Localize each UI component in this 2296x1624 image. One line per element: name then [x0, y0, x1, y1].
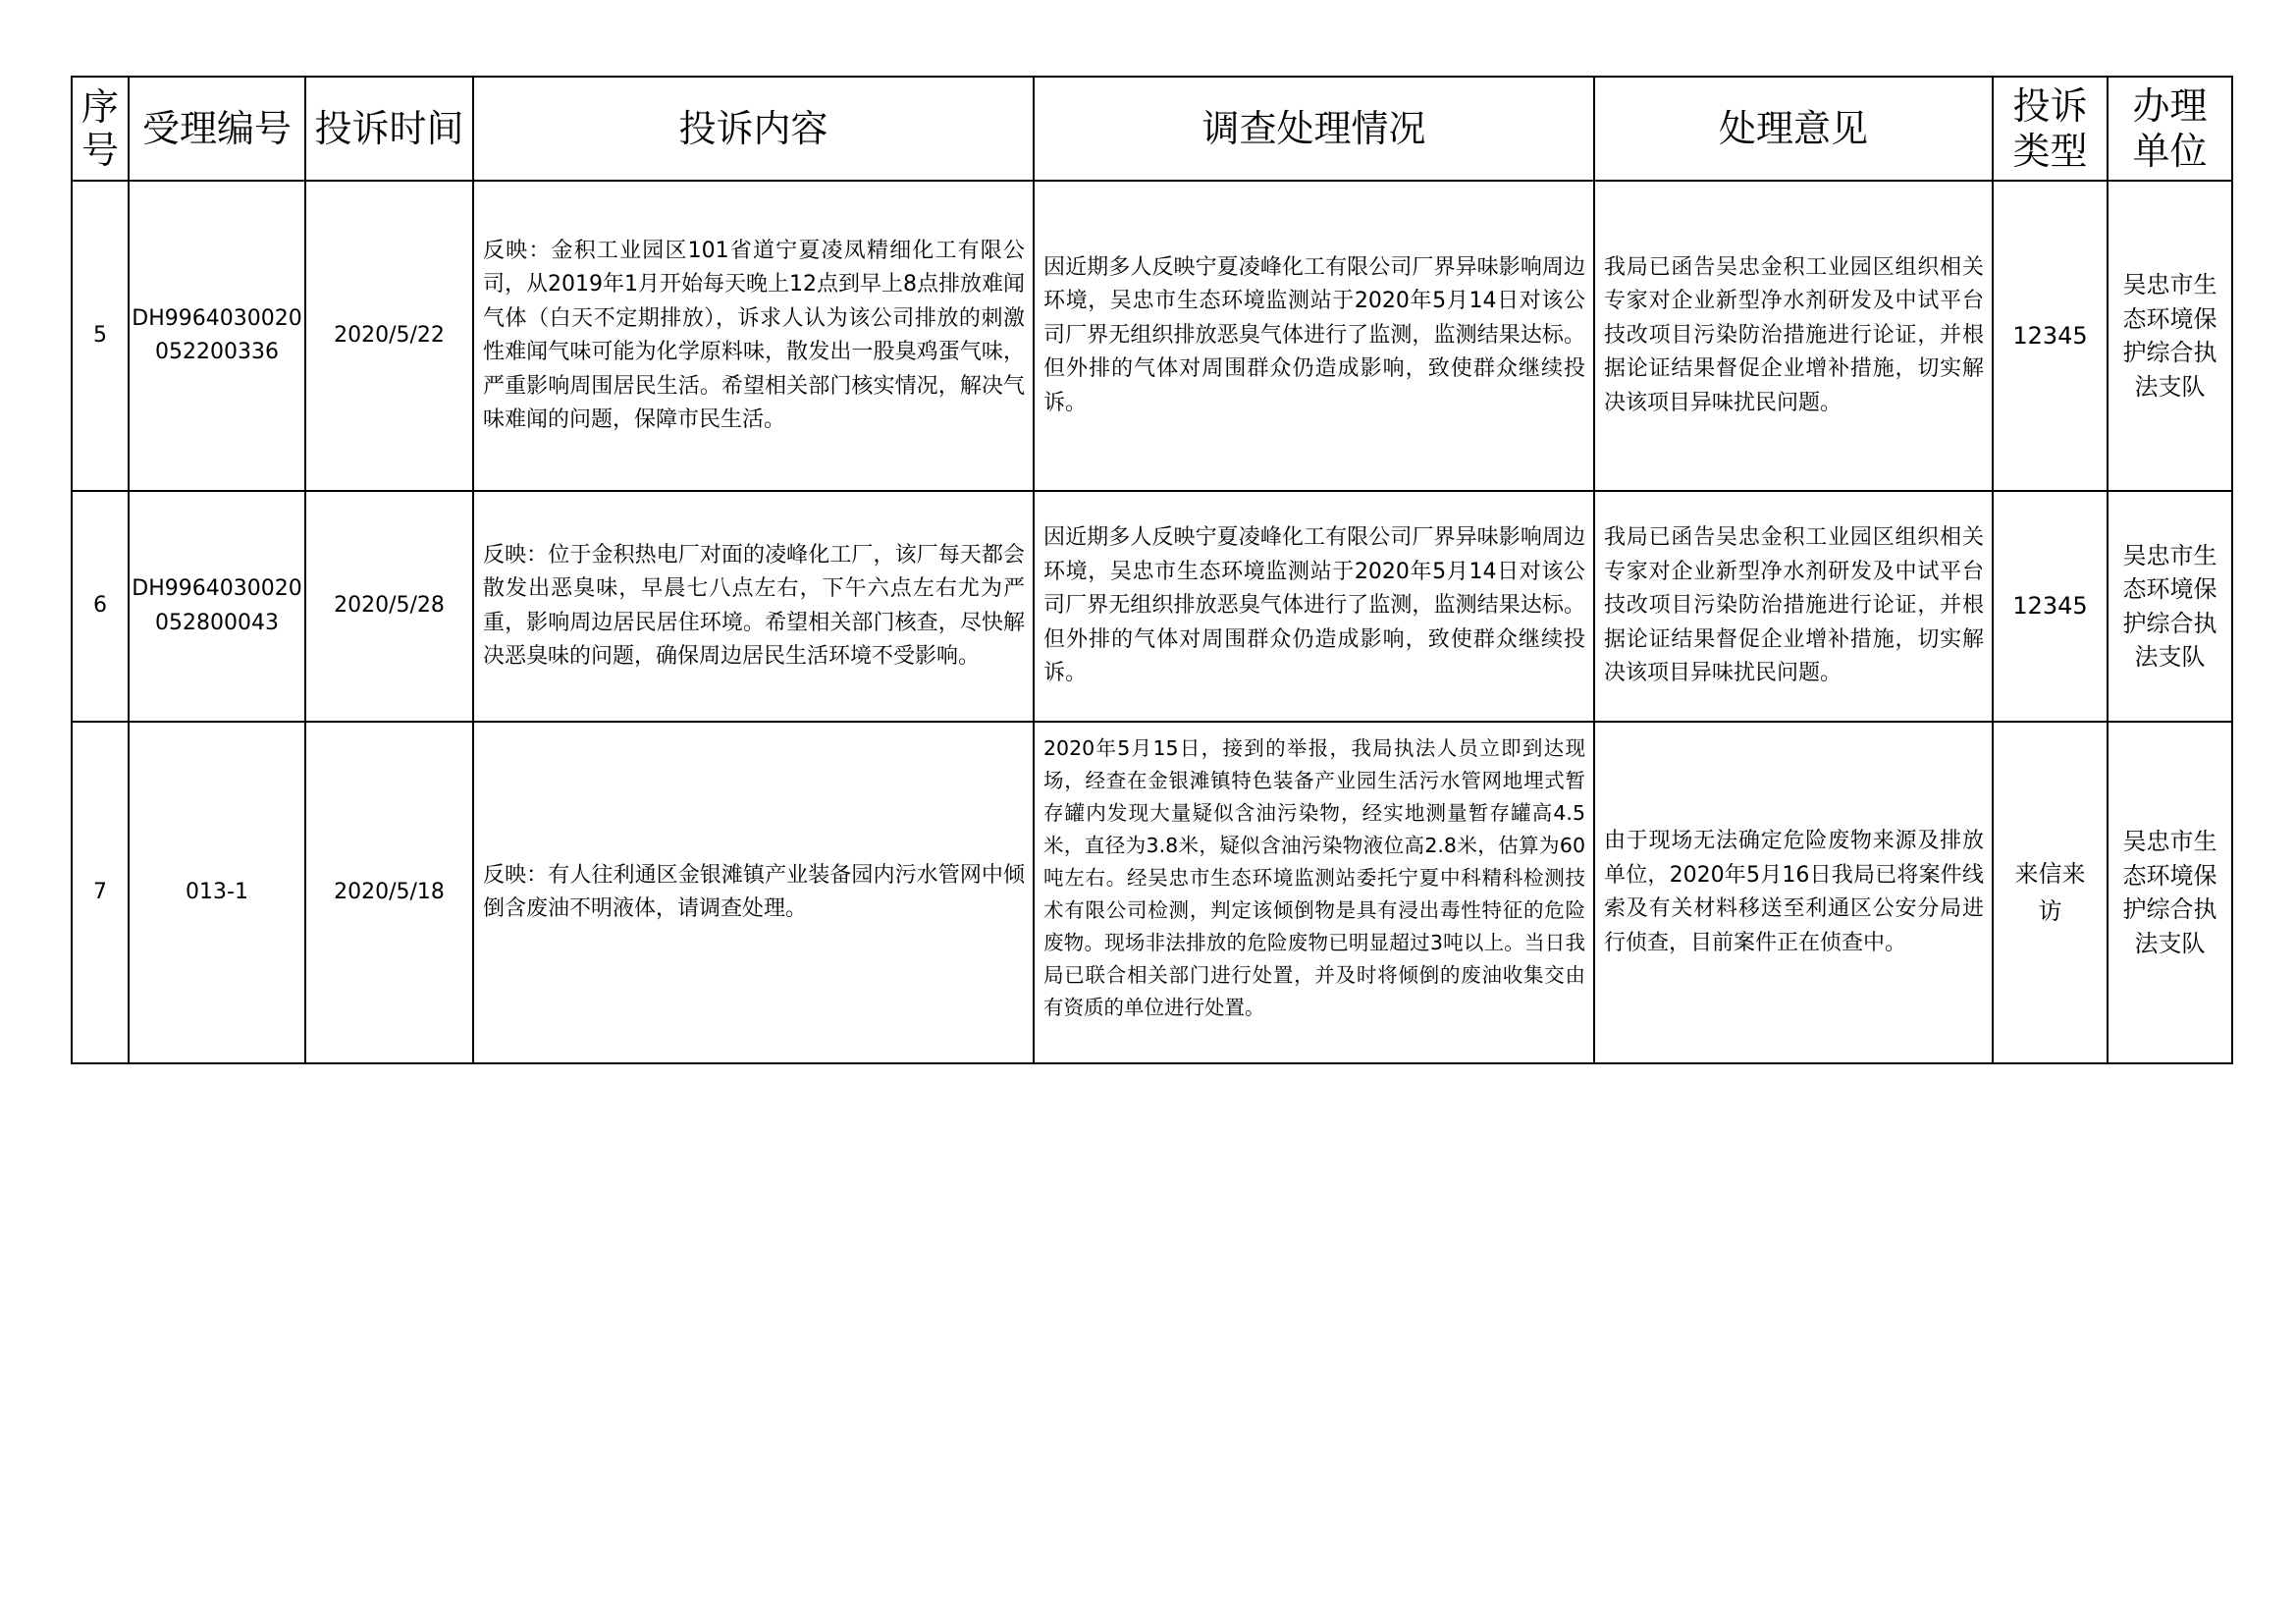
header-seq: 序号 [72, 77, 129, 181]
table-header-row [72, 77, 2232, 181]
cell-unit: 吴忠市生态环境保护综合执法支队 [2108, 722, 2232, 1063]
cell-content: 反映：位于金积热电厂对面的凌峰化工厂，该厂每天都会散发出恶臭味，早晨七八点左右，下午六点左右尤为严重，影响周边居民居住环境。希望相关部门核查，尽快解决恶臭味的问题，确保周边居民生活环境不受影响。 [473, 491, 1034, 722]
header-content: 投诉内容 [473, 77, 1034, 181]
cell-type: 12345 [1993, 491, 2108, 722]
header-date: 投诉时间 [305, 77, 473, 181]
cell-investigation: 因近期多人反映宁夏凌峰化工有限公司厂界异味影响周边环境，吴忠市生态环境监测站于2020年5月14日对该公司厂界无组织排放恶臭气体进行了监测，监测结果达标。但外排的气体对周围群众仍造成影响，致使群众继续投诉。 [1034, 491, 1594, 722]
cell-seq: 7 [72, 722, 129, 1063]
cell-investigation: 因近期多人反映宁夏凌峰化工有限公司厂界异味影响周边环境，吴忠市生态环境监测站于2020年5月14日对该公司厂界无组织排放恶臭气体进行了监测，监测结果达标。但外排的气体对周围群众仍造成影响，致使群众继续投诉。 [1034, 181, 1594, 491]
cell-date: 2020/5/22 [305, 181, 473, 491]
header-id: 受理编号 [129, 77, 305, 181]
table-row [72, 181, 2232, 491]
header-type: 投诉类型 [1993, 77, 2108, 181]
cell-type: 12345 [1993, 181, 2108, 491]
header-opinion: 处理意见 [1594, 77, 1993, 181]
cell-content: 反映：有人往利通区金银滩镇产业装备园内污水管网中倾倒含废油不明液体，请调查处理。 [473, 722, 1034, 1063]
complaint-table-sheet [71, 76, 2231, 1064]
cell-opinion: 由于现场无法确定危险废物来源及排放单位，2020年5月16日我局已将案件线索及有关材料移送至利通区公安分局进行侦查，目前案件正在侦查中。 [1594, 722, 1993, 1063]
table-row [72, 722, 2232, 1063]
cell-opinion: 我局已函告吴忠金积工业园区组织相关专家对企业新型净水剂研发及中试平台技改项目污染防治措施进行论证，并根据论证结果督促企业增补措施，切实解决该项目异味扰民问题。 [1594, 181, 1993, 491]
cell-content: 反映：金积工业园区101省道宁夏凌凤精细化工有限公司，从2019年1月开始每天晚上12点到早上8点排放难闻气体（白天不定期排放），诉求人认为该公司排放的刺激性难闻气味可能为化学原料味，散发出一股臭鸡蛋气味，严重影响周围居民生活。希望相关部门核实情况，解决气味难闻的问题，保障市民生活。 [473, 181, 1034, 491]
cell-id: DH9964030020052800043 [129, 491, 305, 722]
cell-seq: 6 [72, 491, 129, 722]
cell-seq: 5 [72, 181, 129, 491]
cell-investigation: 2020年5月15日，接到的举报，我局执法人员立即到达现场，经查在金银滩镇特色装备产业园生活污水管网地埋式暂存罐内发现大量疑似含油污染物，经实地测量暂存罐高4.5米，直径为3.8米，疑似含油污染物液位高2.8米，估算为60吨左右。经吴忠市生态环境监测站委托宁夏中科精科检测技术有限公司检测，判定该倾倒物是具有浸出毒性特征的危险废物。现场非法排放的危险废物已明显超过3吨以上。当日我局已联合相关部门进行处置，并及时将倾倒的废油收集交由有资质的单位进行处置。 [1034, 722, 1594, 1063]
cell-type: 来信来访 [1993, 722, 2108, 1063]
complaint-table [71, 76, 2233, 1064]
table-row [72, 491, 2232, 722]
cell-date: 2020/5/28 [305, 491, 473, 722]
cell-opinion: 我局已函告吴忠金积工业园区组织相关专家对企业新型净水剂研发及中试平台技改项目污染防治措施进行论证，并根据论证结果督促企业增补措施，切实解决该项目异味扰民问题。 [1594, 491, 1993, 722]
header-investigation: 调查处理情况 [1034, 77, 1594, 181]
cell-date: 2020/5/18 [305, 722, 473, 1063]
cell-id: 013-1 [129, 722, 305, 1063]
header-unit: 办理单位 [2108, 77, 2232, 181]
cell-id: DH9964030020052200336 [129, 181, 305, 491]
cell-unit: 吴忠市生态环境保护综合执法支队 [2108, 491, 2232, 722]
cell-unit: 吴忠市生态环境保护综合执法支队 [2108, 181, 2232, 491]
